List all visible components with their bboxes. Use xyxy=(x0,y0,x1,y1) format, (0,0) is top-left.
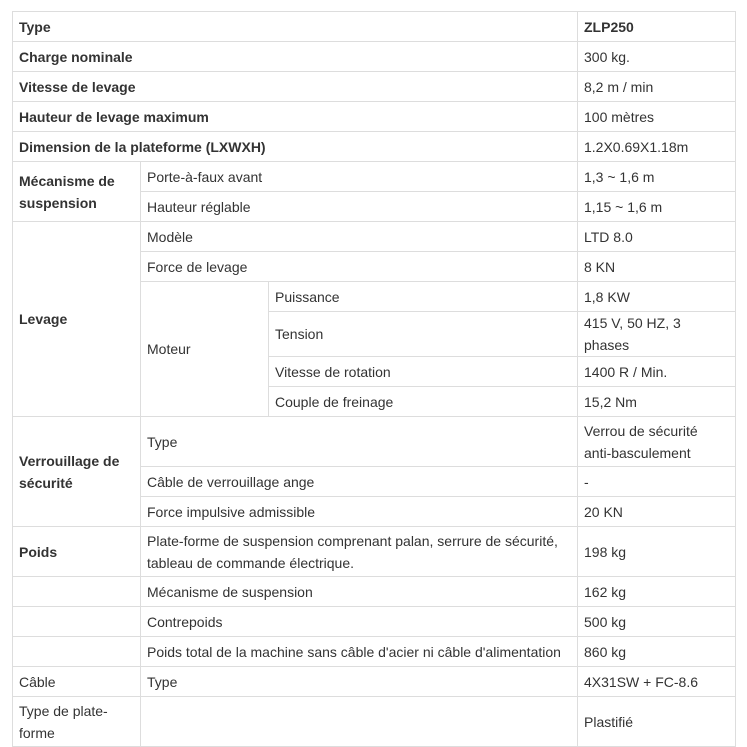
group-label: Verrouillage de sécurité xyxy=(13,417,141,527)
row-value: 1400 R / Min. xyxy=(578,357,736,387)
sub-sub-label: Tension xyxy=(269,312,578,357)
sub-label: Poids total de la machine sans câble d'acier ni câble d'alimentation xyxy=(141,637,578,667)
table-row xyxy=(13,162,736,192)
table-row xyxy=(13,42,736,72)
row-value: 415 V, 50 HZ, 3 phases xyxy=(578,312,736,357)
table-row xyxy=(13,667,736,697)
group-label: Type de plate-forme xyxy=(13,697,141,747)
row-value: Plastifié xyxy=(578,697,736,747)
row-value: 1.2X0.69X1.18m xyxy=(578,132,736,162)
sub-sub-label: Couple de freinage xyxy=(269,387,578,417)
row-value: LTD 8.0 xyxy=(578,222,736,252)
row-value: 100 mètres xyxy=(578,102,736,132)
row-value: 198 kg xyxy=(578,527,736,577)
sub-label: Mécanisme de suspension xyxy=(141,577,578,607)
sub-label: Force de levage xyxy=(141,252,578,282)
row-value: 15,2 Nm xyxy=(578,387,736,417)
sub-label: Contrepoids xyxy=(141,607,578,637)
table-row xyxy=(13,132,736,162)
row-value: 8,2 m / min xyxy=(578,72,736,102)
sub-label: Hauteur réglable xyxy=(141,192,578,222)
table-row xyxy=(13,577,736,607)
table-row xyxy=(13,637,736,667)
row-label: Dimension de la plateforme (LXWXH) xyxy=(13,132,578,162)
row-value: 162 kg xyxy=(578,577,736,607)
empty-cell xyxy=(13,577,141,607)
group-label: Mécanisme de suspension xyxy=(13,162,141,222)
header-model: ZLP250 xyxy=(578,12,736,42)
table-row xyxy=(13,222,736,252)
empty-cell xyxy=(13,607,141,637)
spec-table xyxy=(12,11,736,747)
row-value: 300 kg. xyxy=(578,42,736,72)
row-value: 1,15 ~ 1,6 m xyxy=(578,192,736,222)
group-label: Levage xyxy=(13,222,141,417)
empty-cell xyxy=(13,637,141,667)
row-value: 4X31SW + FC-8.6 xyxy=(578,667,736,697)
sub-label: Type xyxy=(141,417,578,467)
sub-label: Type xyxy=(141,667,578,697)
table-row xyxy=(13,607,736,637)
header-label: Type xyxy=(13,12,578,42)
row-value: 1,8 KW xyxy=(578,282,736,312)
sub-sub-label: Vitesse de rotation xyxy=(269,357,578,387)
sub-label: Plate-forme de suspension comprenant palan, serrure de sécurité, tableau de commande électrique. xyxy=(141,527,578,577)
table-row xyxy=(13,12,736,42)
sub-sub-label: Puissance xyxy=(269,282,578,312)
table-row xyxy=(13,527,736,577)
sub-group-label: Moteur xyxy=(141,282,269,417)
row-value: - xyxy=(578,467,736,497)
sub-label: Câble de verrouillage ange xyxy=(141,467,578,497)
empty-cell xyxy=(141,697,578,747)
row-value: 20 KN xyxy=(578,497,736,527)
table-row xyxy=(13,72,736,102)
row-label: Hauteur de levage maximum xyxy=(13,102,578,132)
row-value: 500 kg xyxy=(578,607,736,637)
group-label: Poids xyxy=(13,527,141,577)
row-label: Vitesse de levage xyxy=(13,72,578,102)
row-value: 1,3 ~ 1,6 m xyxy=(578,162,736,192)
sub-label: Modèle xyxy=(141,222,578,252)
group-label: Câble xyxy=(13,667,141,697)
table-row xyxy=(13,417,736,467)
row-value: 8 KN xyxy=(578,252,736,282)
table-row xyxy=(13,102,736,132)
table-row xyxy=(13,697,736,747)
sub-label: Porte-à-faux avant xyxy=(141,162,578,192)
sub-label: Force impulsive admissible xyxy=(141,497,578,527)
row-label: Charge nominale xyxy=(13,42,578,72)
row-value: Verrou de sécurité anti-basculement xyxy=(578,417,736,467)
row-value: 860 kg xyxy=(578,637,736,667)
